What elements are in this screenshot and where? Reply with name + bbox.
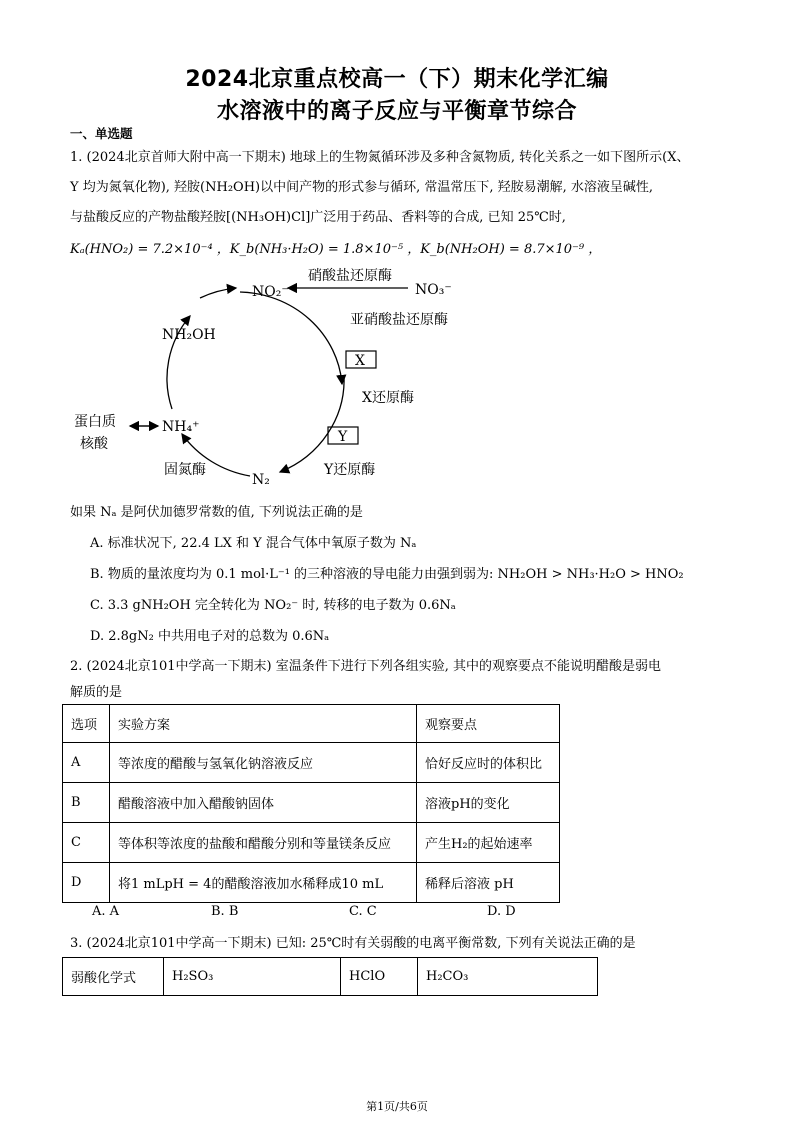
page-title: 2024北京重点校高一（下）期末化学汇编 xyxy=(185,67,609,92)
label-x-reductase: X还原酶 xyxy=(362,390,414,406)
table-row xyxy=(63,958,598,996)
table-cell: 稀释后溶液 pH xyxy=(417,863,560,903)
page-footer: 第1页/共6页 xyxy=(366,1100,428,1113)
q2-line-2: 解质的是 xyxy=(70,685,123,700)
label-nh2oh: NH₂OH xyxy=(162,327,216,343)
table-cell: 恰好反应时的体积比 xyxy=(417,743,560,783)
table-cell: D xyxy=(63,863,110,903)
q1-option-d: D. 2.8gN₂ 中共用电子对的总数为 0.6Nₐ xyxy=(90,629,330,644)
q2-line-1: 2. (2024北京101中学高一下期末) 室温条件下进行下列各组实验, 其中的观察要点不能说明醋酸是弱电 xyxy=(70,659,661,674)
table-row xyxy=(63,863,560,903)
label-no2: NO₂⁻ xyxy=(252,284,289,300)
q1-line-1: 1. (2024北京首师大附中高一下期末) 地球上的生物氮循环涉及多种含氮物质, 转化关系之一如下图所示(X、 xyxy=(70,150,690,165)
table-cell: 弱酸化学式 xyxy=(63,958,164,996)
label-n2: N₂ xyxy=(252,472,270,488)
label-nitrite-reductase: 亚硝酸盐还原酶 xyxy=(350,312,448,328)
table-cell: HClO xyxy=(341,958,418,996)
q1-option-a: A. 标准状况下, 22.4 LX 和 Y 混合气体中氧原子数为 Nₐ xyxy=(90,536,417,551)
table-cell: B xyxy=(63,783,110,823)
label-nucleic-acid: 核酸 xyxy=(80,436,108,452)
arc-no2-to-x xyxy=(240,292,342,384)
q1-stem: 如果 Nₐ 是阿伏加德罗常数的值, 下列说法正确的是 xyxy=(70,505,363,520)
table-header-cell: 观察要点 xyxy=(417,705,560,743)
table-cell: 将1 mLpH = 4的醋酸溶液加水稀释成10 mL xyxy=(110,863,417,903)
q1-line-3: 与盐酸反应的产物盐酸羟胺[(NH₃OH)Cl]广泛用于药品、香料等的合成, 已知 25℃时, xyxy=(70,210,566,225)
q2-answer-a: A. A xyxy=(92,904,120,919)
q1-option-b: B. 物质的量浓度均为 0.1 mol·L⁻¹ 的三种溶液的导电能力由强到弱为: NH₂OH > NH₃·H₂O > HNO₂ xyxy=(90,567,684,582)
table-cell: 等体积等浓度的盐酸和醋酸分别和等量镁条反应 xyxy=(110,823,417,863)
q2-answer-c: C. C xyxy=(349,904,377,919)
label-x: X xyxy=(355,353,365,369)
table-cell: 醋酸溶液中加入醋酸钠固体 xyxy=(110,783,417,823)
label-y-reductase: Y还原酶 xyxy=(324,462,376,478)
label-no3: NO₃⁻ xyxy=(415,282,452,298)
q2-table xyxy=(62,704,560,903)
label-nitrate-reductase: 硝酸盐还原酶 xyxy=(308,268,392,284)
q1-option-c: C. 3.3 gNH₂OH 完全转化为 NO₂⁻ 时, 转移的电子数为 0.6Nₐ xyxy=(90,598,456,613)
q2-answer-b: B. B xyxy=(211,904,239,919)
label-nitrogenase: 固氮酶 xyxy=(164,462,206,478)
q2-answer-d: D. D xyxy=(487,904,516,919)
arc-nh2oh-to-no2 xyxy=(200,288,236,298)
nitrogen-cycle-diagram xyxy=(60,264,480,494)
q3-table xyxy=(62,957,598,996)
table-cell: H₂SO₃ xyxy=(164,958,341,996)
table-row xyxy=(63,743,560,783)
table-cell: 产生H₂的起始速率 xyxy=(417,823,560,863)
q1-line-2: Y 均为氮氧化物), 羟胺(NH₂OH)以中间产物的形式参与循环, 常温常压下, 羟胺易潮解, 水溶液呈碱性, xyxy=(70,180,654,195)
table-row xyxy=(63,823,560,863)
q1-constants: Kₐ(HNO₂) = 7.2×10⁻⁴ ，K_b(NH₃·H₂O) = 1.8×10⁻⁵ ，K_b(NH₂OH) = 8.7×10⁻⁹ ， xyxy=(70,242,602,257)
table-row xyxy=(63,783,560,823)
label-y: Y xyxy=(338,429,348,445)
table-header-row xyxy=(63,705,560,743)
label-nh4: NH₄⁺ xyxy=(162,419,200,435)
label-protein: 蛋白质 xyxy=(74,414,116,430)
table-header-cell: 选项 xyxy=(63,705,110,743)
table-header-cell: 实验方案 xyxy=(110,705,417,743)
page-subtitle: 水溶液中的离子反应与平衡章节综合 xyxy=(216,99,577,124)
table-cell: C xyxy=(63,823,110,863)
table-cell: H₂CO₃ xyxy=(418,958,598,996)
table-cell: A xyxy=(63,743,110,783)
table-cell: 等浓度的醋酸与氢氧化钠溶液反应 xyxy=(110,743,417,783)
q3-line-1: 3. (2024北京101中学高一下期末) 已知: 25℃时有关弱酸的电离平衡常数, 下列有关说法正确的是 xyxy=(70,936,636,951)
table-cell: 溶液pH的变化 xyxy=(417,783,560,823)
arc-to-n2 xyxy=(280,376,344,472)
section-heading: 一、单选题 xyxy=(70,126,133,141)
